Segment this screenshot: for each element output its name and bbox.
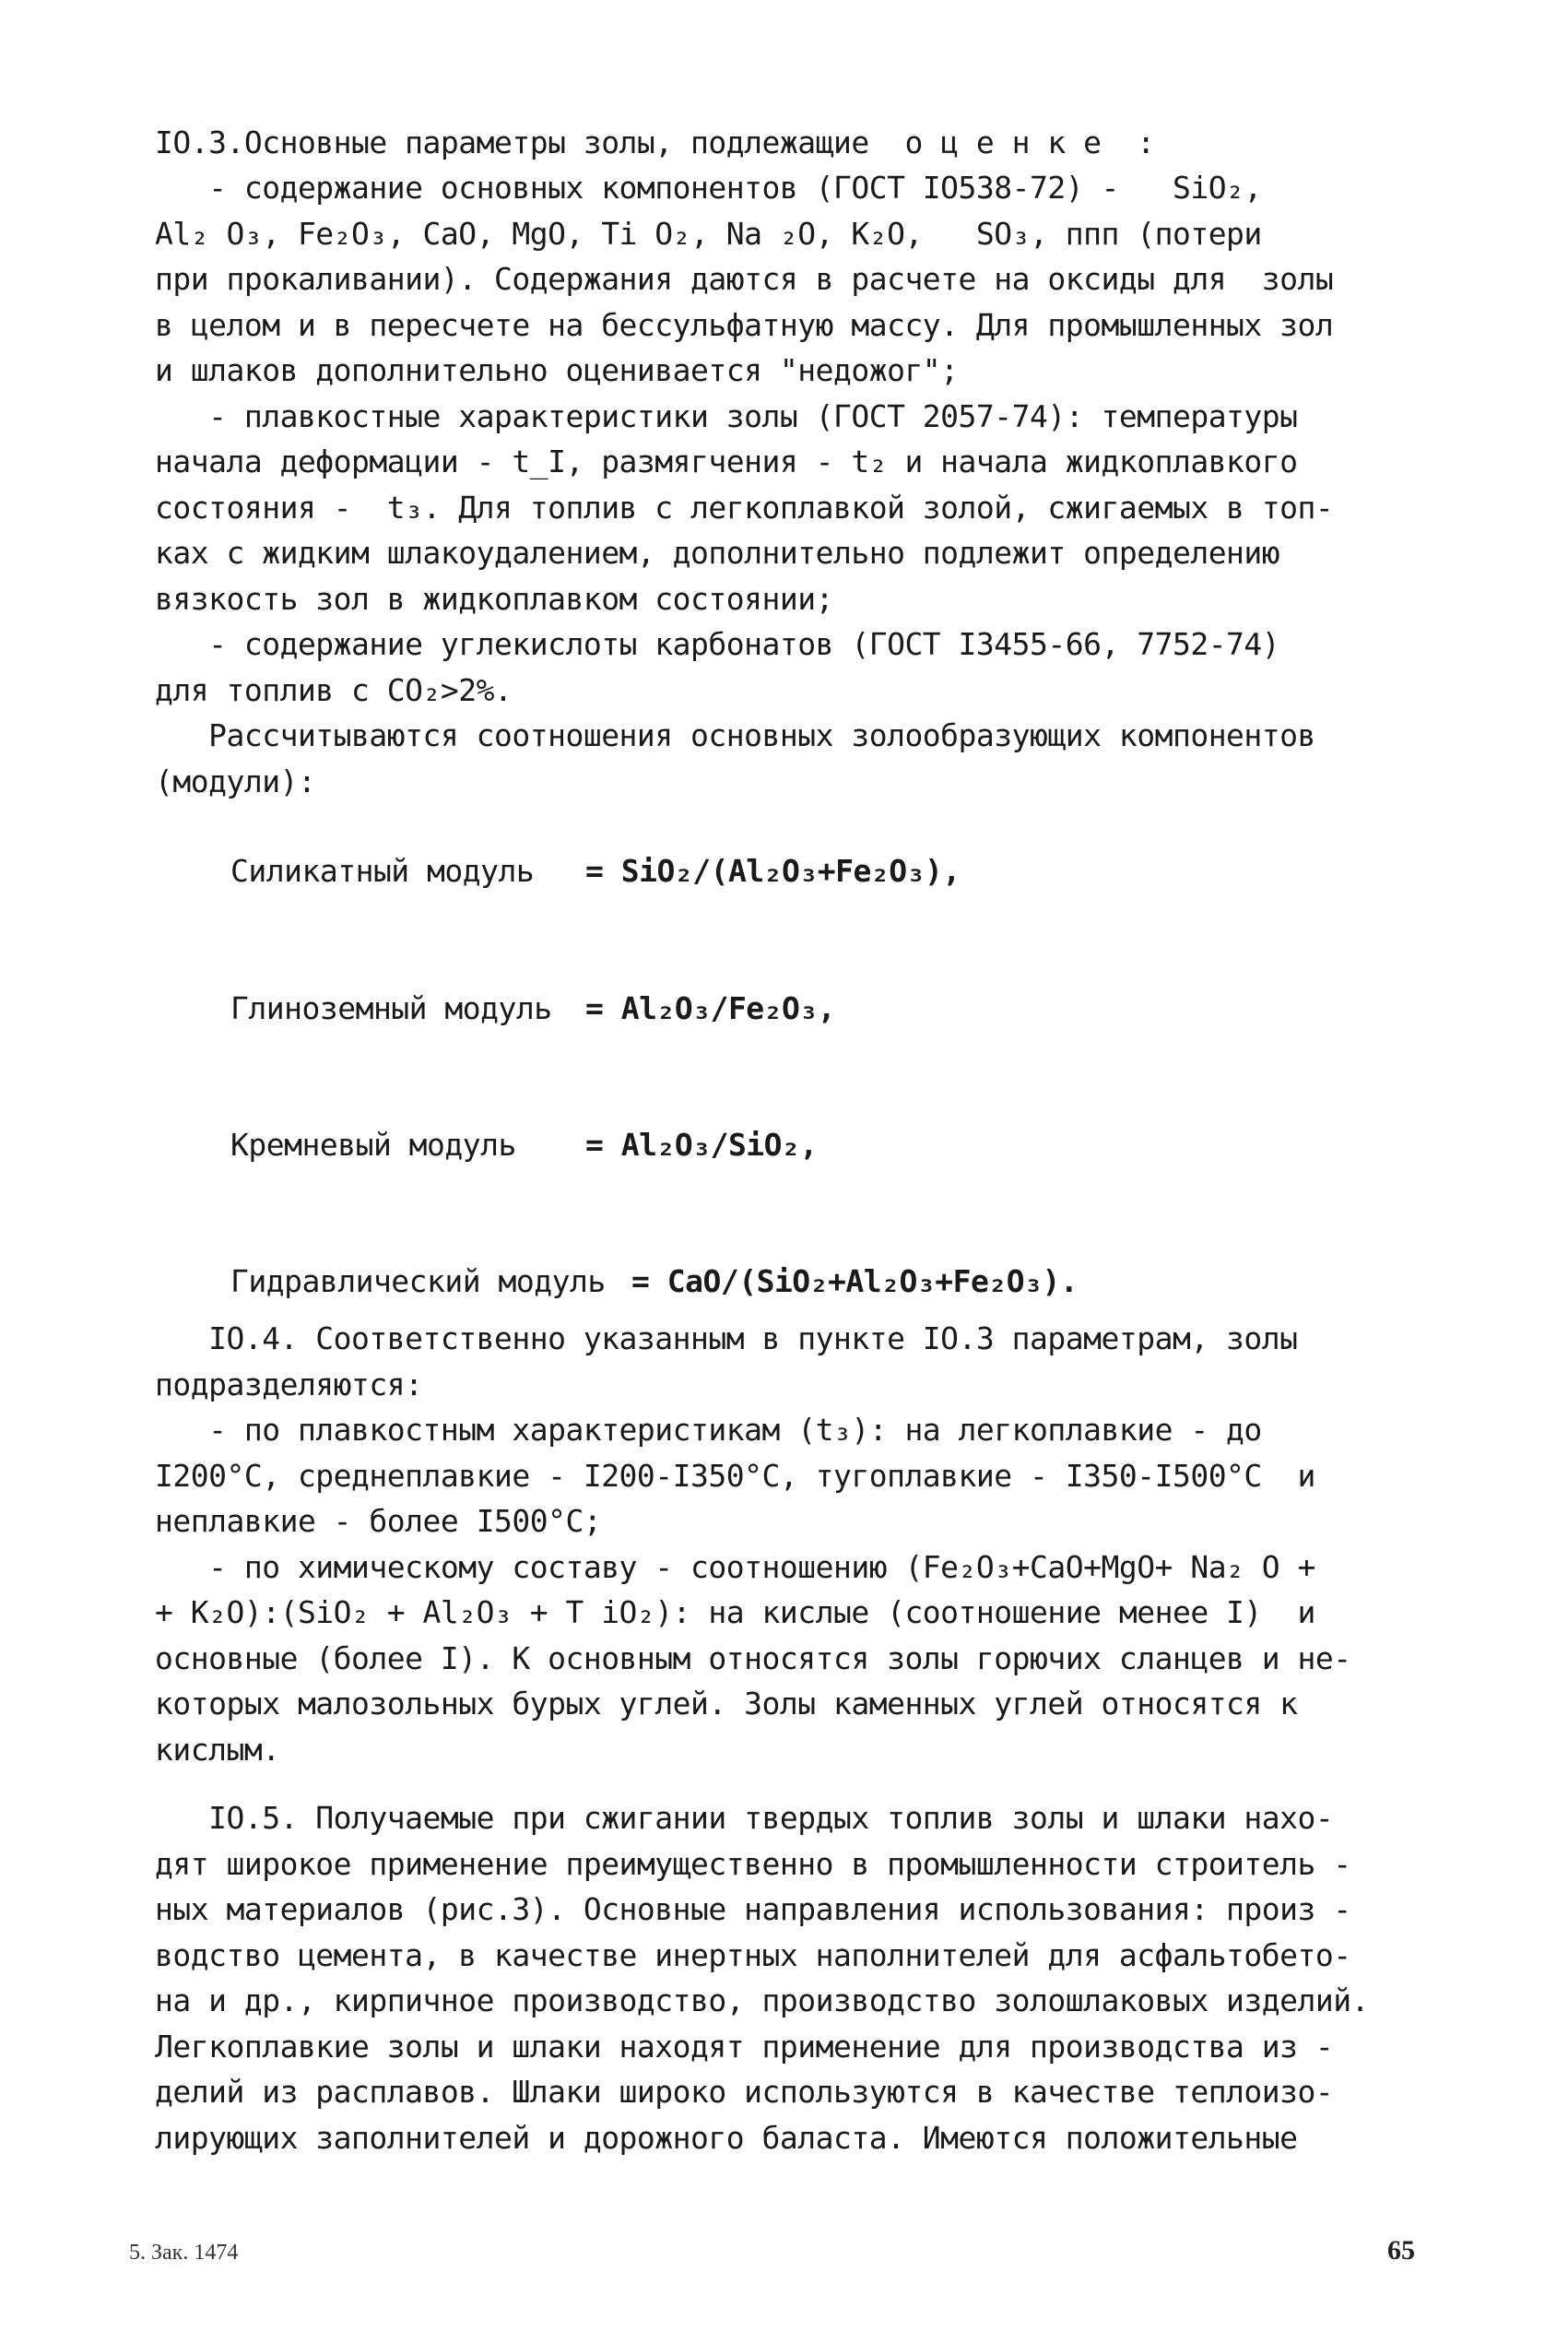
text-line: неплавкие - более I500°C; (155, 1503, 602, 1539)
formula-name: Кремневый модуль (230, 1127, 516, 1163)
text-line: лирующих заполнителей и дорожного баласта. Имеются положительные (155, 2120, 1298, 2156)
text-line: - по плавкостным характеристикам (t₃): на легкоплавкие - до (155, 1412, 1262, 1448)
text-line: IO.5. Получаемые при сжигании твердых топлив золы и шлаки нахо- (155, 1800, 1334, 1836)
footer-print-order: 5. Зак. 1474 (129, 2241, 239, 2265)
text-line: I200°C, среднеплавкие - I200-I350°C, тугоплавкие - I350-I500°C и (155, 1458, 1315, 1494)
text-line: Рассчитываются соотношения основных золообразующих компонентов (155, 717, 1315, 753)
text-line: - содержание основных компонентов (ГОСТ IO538-72) - SiO₂, (155, 170, 1262, 206)
formula-name: Глиноземный модуль (230, 990, 552, 1026)
text-line: при прокаливании). Содержания даются в расчете на оксиды для золы (155, 261, 1334, 297)
formula-name: Силикатный модуль (230, 853, 535, 889)
text-line: для топлив с CO₂>2%. (155, 672, 513, 708)
text-line: - по химическому составу - соотношению (Fe₂O₃+CaO+MgO+ Na₂ O + (155, 1549, 1315, 1585)
formula-expression: = Al₂O₃/Fe₂O₃, (585, 990, 836, 1026)
text-line: IO.3.Основные параметры золы, подлежащие о ц е н к е : (155, 124, 1155, 160)
text-line: + K₂O):(SiO₂ + Al₂O₃ + T iO₂): на кислые (соотношение менее I) и (155, 1594, 1315, 1630)
formula-expression: = CaO/(SiO₂+Al₂O₃+Fe₂O₃). (631, 1263, 1079, 1299)
text-line: Al₂ O₃, Fe₂O₃, CaO, MgO, Ti O₂, Na ₂O, K₂O, SO₃, ппп (потери (155, 216, 1262, 252)
text-line: IO.4. Соответственно указанным в пункте IO.3 параметрам, золы (155, 1320, 1298, 1356)
text-line: подразделяются: (155, 1367, 423, 1402)
text-line: кислым. (155, 1732, 280, 1768)
formula-expression: = SiO₂/(Al₂O₃+Fe₂O₃), (585, 853, 961, 889)
text-line: ных материалов (рис.3). Основные направления использования: произ - (155, 1891, 1351, 1927)
text-line: (модули): (155, 763, 316, 799)
text-line: водство цемента, в качестве инертных наполнителей для асфальтобето- (155, 1937, 1351, 1973)
formula-expression: = Al₂O₃/SiO₂, (585, 1127, 818, 1163)
text-line: ках с жидким шлакоудалением, дополнительно подлежит определению (155, 535, 1280, 571)
text-line: основные (более I). К основным относятся золы горючих сланцев и не- (155, 1640, 1351, 1676)
formula-name: Гидравлический модуль (230, 1263, 606, 1299)
text-line: делий из расплавов. Шлаки широко используются в качестве теплоизо- (155, 2074, 1334, 2110)
text-line: состояния - t₃. Для топлив с легкоплавкой золой, сжигаемых в топ- (155, 490, 1334, 526)
text-line: - плавкостные характеристики золы (ГОСТ 2057-74): температуры (155, 398, 1298, 434)
text-line: на и др., кирпичное производство, производство золошлаковых изделий. (155, 1982, 1370, 2018)
text-line: в целом и в пересчете на бессульфатную массу. Для промышленных зол (155, 307, 1334, 343)
text-line: - содержание углекислоты карбонатов (ГОСТ I3455-66, 7752-74) (155, 626, 1280, 662)
text-line: вязкость зол в жидкоплавком состоянии; (155, 581, 833, 617)
page-number: 65 (1387, 2235, 1415, 2266)
text-line: начала деформации - t_I, размягчения - t₂ и начала жидкоплавкого (155, 444, 1298, 479)
text-line: которых малозольных бурых углей. Золы каменных углей относятся к (155, 1686, 1298, 1722)
text-line: Легкоплавкие золы и шлаки находят применение для производства из - (155, 2029, 1334, 2065)
text-line: дят широкое применение преимущественно в промышленности строитель - (155, 1846, 1351, 1882)
text-line: и шлаков дополнительно оценивается "недожог"; (155, 352, 959, 388)
